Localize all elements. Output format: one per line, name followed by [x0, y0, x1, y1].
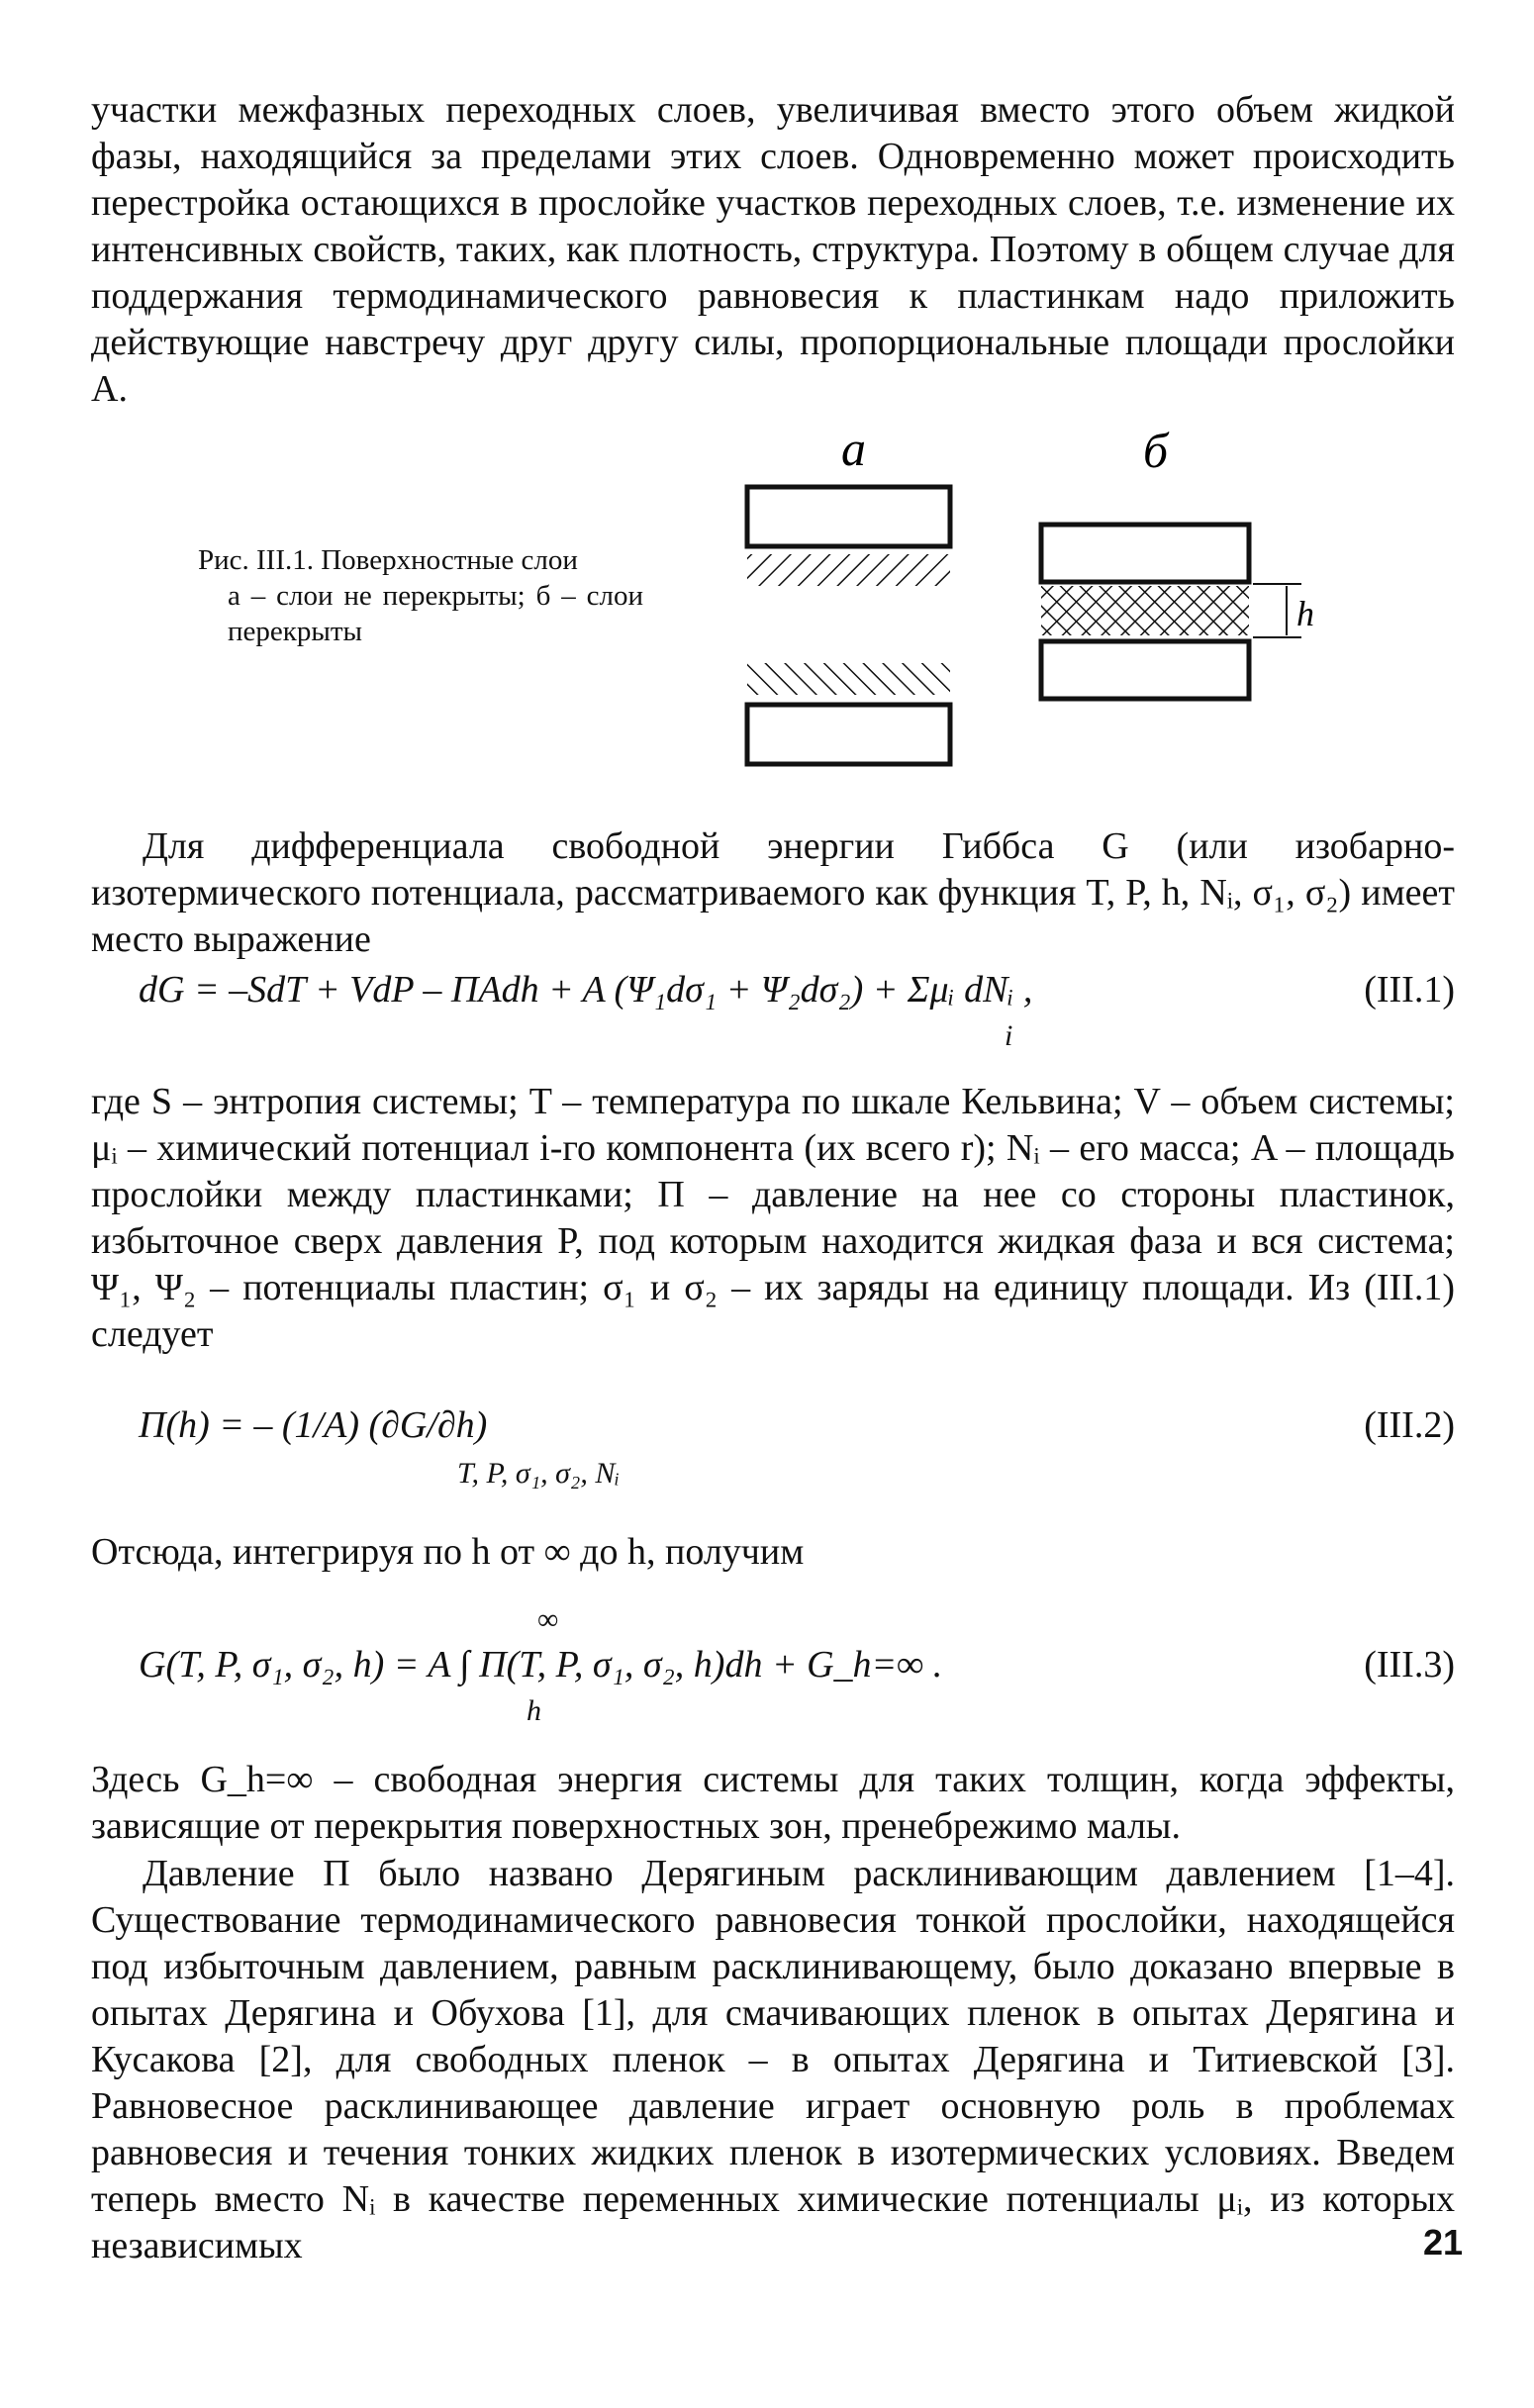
plate-a-bottom [747, 705, 950, 764]
figure-caption [198, 542, 643, 649]
figure-label-a: a [841, 421, 866, 476]
equation-iii-2: Π(h) = – (1/A) (∂G/∂h) [139, 1404, 488, 1446]
layer-a-top [747, 554, 950, 586]
equation-number-iii-2: (III.2) [1364, 1404, 1455, 1446]
equation-number-iii-1: (III.1) [1364, 969, 1455, 1011]
figure-label-b: б [1143, 423, 1169, 478]
integral-upper-limit: ∞ [537, 1603, 559, 1636]
figure-surface-layers [732, 416, 1346, 802]
paragraph-3: где S – энтропия системы; T – температура по шкале Кельвина; V – объем системы; μᵢ – химический потенциал i-го компонента (их всего r); Nᵢ – его масса; A – площадь прослойки между пластинками; Π – давление на нее со стороны пластинок, избыточное сверх давления P, под которым находится жидкая фаза и вся система; Ψ₁, Ψ₂ – потенциалы пластин; σ₁ и σ₂ – их заряды на единицу площади. Из (III.1) следует [91, 1081, 1455, 1355]
caption-title: Рис. III.1. Поверхностные слои [198, 544, 578, 576]
paragraph-1: участки межфазных переходных слоев, увеличивая вместо этого объем жидкой фазы, находящийся за пределами этих слоев. Одновременно может происходить перестройка остающихся в прослойке участков переходных слоев, т.е. изменение их интенсивных свойств, таких, как плотность, структура. Поэтому в общем случае для поддержания термодинамического равновесия к пластинкам надо приложить действующие навстречу друг другу силы, пропорциональные площади прослойки A. [91, 89, 1455, 410]
equation-iii-3: G(T, P, σ₁, σ₂, h) = A ∫ Π(T, P, σ₁, σ₂, h)dh + G_h=∞ . [139, 1644, 943, 1686]
equation-iii-1: dG = –SdT + VdP – ΠAdh + A (Ψ₁dσ₁ + Ψ₂dσ₂) + Σμᵢ dNᵢ , [139, 969, 1033, 1011]
integral-lower-limit: h [527, 1694, 541, 1727]
plate-b-bottom [1041, 641, 1249, 699]
layer-b-overlap-cross [1041, 586, 1249, 635]
caption-legend: а – слои не перекрыты; б – слои перекрыты [228, 580, 643, 647]
paragraph-6: Давление Π было названо Дерягиным расклинивающим давлением [1–4]. Существование термодинамического равновесия тонкой прослойки, находящейся под избыточным давлением, равным расклинивающему, было доказано впервые в опытах Дерягина и Обухова [1], для смачивающих пленок в опытах Дерягина и Кусакова [2], для свободных пленок – в опытах Дерягина и Титиевской [3]. Равновесное расклинивающее давление играет основную роль в проблемах равновесия и течения тонких жидких пленок в изотермических условиях. Введем теперь вместо Nᵢ в качестве переменных химические потенциалы μᵢ, из которых независимых [91, 1853, 1455, 2266]
equation-iii-2-subscripts: T, P, σ₁, σ₂, Nᵢ [457, 1457, 621, 1490]
paragraph-4: Отсюда, интегрируя по h от ∞ до h, получим [91, 1531, 805, 1573]
layer-a-bottom [747, 663, 950, 695]
page-number: 21 [1422, 2222, 1463, 2263]
dimension-h: h [1296, 594, 1314, 633]
plate-a-top [747, 487, 950, 546]
paragraph-2: Для дифференциала свободной энергии Гиббса G (или изобарно-изотермического потенциала, рассматриваемого как функция T, P, h, Nᵢ, σ₁, σ₂) имеет место выражение [91, 825, 1455, 960]
equation-iii-1-sum-index: i [1005, 1019, 1013, 1052]
paragraph-5: Здесь G_h=∞ – свободная энергия системы для таких толщин, когда эффекты, зависящие от перекрытия поверхностных зон, пренебрежимо малы. [91, 1759, 1455, 1847]
plate-b-top [1041, 525, 1249, 582]
equation-number-iii-3: (III.3) [1364, 1644, 1455, 1686]
